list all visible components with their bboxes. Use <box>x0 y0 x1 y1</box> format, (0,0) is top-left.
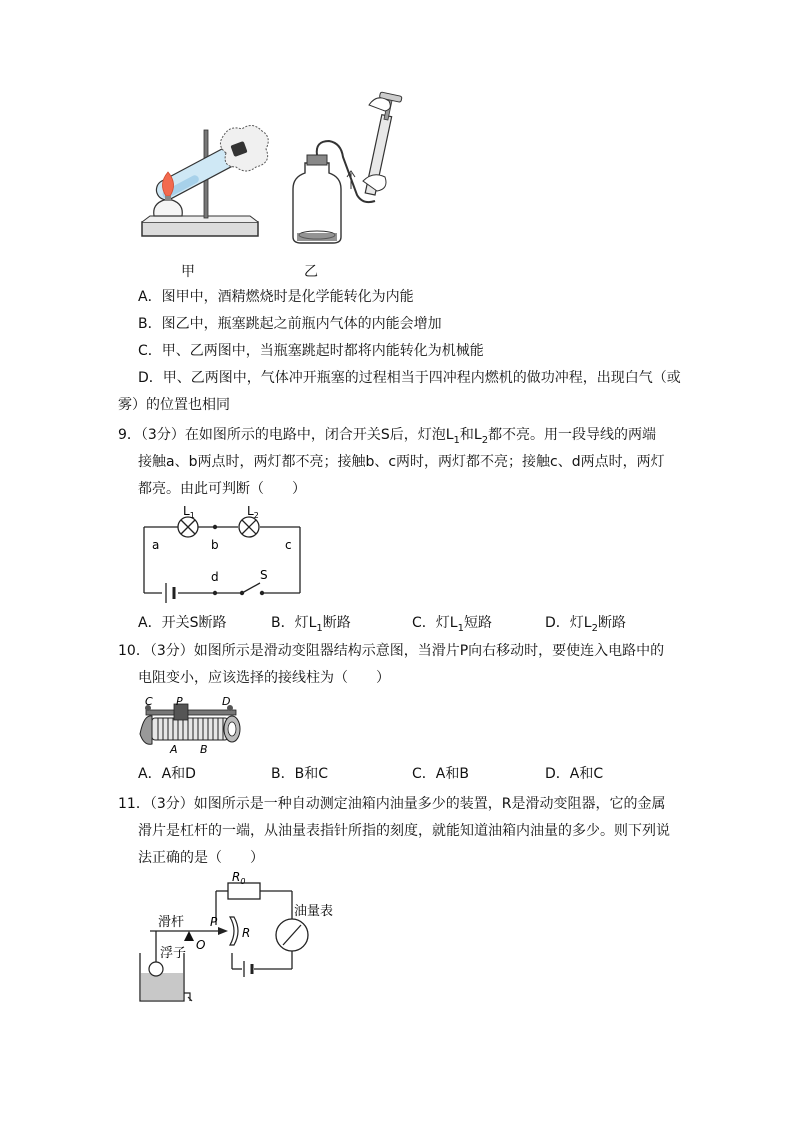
q10-option-a: A．A和D <box>138 766 196 782</box>
q9-option-b: B．灯$L_1$断路 <box>271 615 351 634</box>
q10-option-b: B．B和C <box>271 766 328 782</box>
q9-stem-line2: 接触a、b两点时，两灯都不亮；接触b、c两时，两灯都不亮；接触c、d两点时，两灯 <box>138 454 665 470</box>
label-float: 浮子 <box>160 946 187 961</box>
label-r0: $R_0$ <box>232 870 246 886</box>
q8-option-d-line1: D．甲、乙两图中，气体冲开瓶塞的过程相当于四冲程内燃机的做功冲程，出现白气（或 <box>138 370 681 386</box>
label-l1: $L_1$ <box>183 504 195 520</box>
q10-stem-line2: 电阻变小，应该选择的接线柱为（ ） <box>138 670 390 686</box>
q11-stem-line3: 法正确的是（ ） <box>138 850 264 866</box>
label-b: b <box>211 538 219 552</box>
label-l2: $L_2$ <box>247 504 259 520</box>
label-c: C <box>145 695 153 708</box>
q8-option-d-line2: 雾）的位置也相同 <box>118 397 230 413</box>
q10-option-c: C．A和B <box>412 766 469 782</box>
q11-stem-line1: 11．（3分）如图所示是一种自动测定油箱内油量多少的装置，R是滑动变阻器，它的金属 <box>118 796 666 812</box>
q10-rheostat-diagram <box>138 694 248 758</box>
q8-option-a: A．图甲中，酒精燃烧时是化学能转化为内能 <box>138 289 414 305</box>
label-r: R <box>242 926 251 940</box>
q10-stem-line1: 10．（3分）如图所示是滑动变阻器结构示意图，当滑片P向右移动时，要使连入电路中的 <box>118 643 665 659</box>
q9-option-d: D．灯$L_2$断路 <box>545 615 626 634</box>
label-b: B <box>200 743 208 756</box>
label-p: P <box>210 915 218 929</box>
q8-figure-yi <box>285 97 405 249</box>
label-o: O <box>196 938 206 952</box>
q9-stem-line1: 9．（3分）在如图所示的电路中，闭合开关S后，灯泡$L_1$和$L_2$都不亮。用一段导线的两端 <box>118 427 657 446</box>
label-oil-gauge: 油量表 <box>294 904 334 919</box>
label-c: c <box>285 538 292 552</box>
q8-figure-jia-cloud <box>216 123 272 175</box>
q11-stem-line2: 滑片是杠杆的一端，从油量表指针所指的刻度，就能知道油箱内油量的多少。则下列说 <box>138 823 670 839</box>
figure-label-jia: 甲 <box>181 264 195 280</box>
label-d: D <box>222 695 231 708</box>
q11-oil-gauge-diagram <box>136 870 346 1009</box>
label-s: S <box>260 568 268 582</box>
label-p: P <box>176 695 183 708</box>
q8-option-c: C．甲、乙两图中，当瓶塞跳起时都将内能转化为机械能 <box>138 343 484 359</box>
label-a: A <box>170 743 178 756</box>
label-a: a <box>152 538 160 552</box>
q10-option-d: D．A和C <box>545 766 604 782</box>
q8-option-b: B．图乙中，瓶塞跳起之前瓶内气体的内能会增加 <box>138 316 442 332</box>
figure-label-yi: 乙 <box>304 264 318 280</box>
q9-option-a: A．开关S断路 <box>138 615 227 631</box>
label-d: d <box>211 570 219 584</box>
q9-circuit-diagram <box>138 503 308 611</box>
q9-stem-line3: 都亮。由此可判断（ ） <box>138 481 306 497</box>
q9-option-c: C．灯$L_1$短路 <box>412 615 492 634</box>
label-lever: 滑杆 <box>158 915 185 930</box>
